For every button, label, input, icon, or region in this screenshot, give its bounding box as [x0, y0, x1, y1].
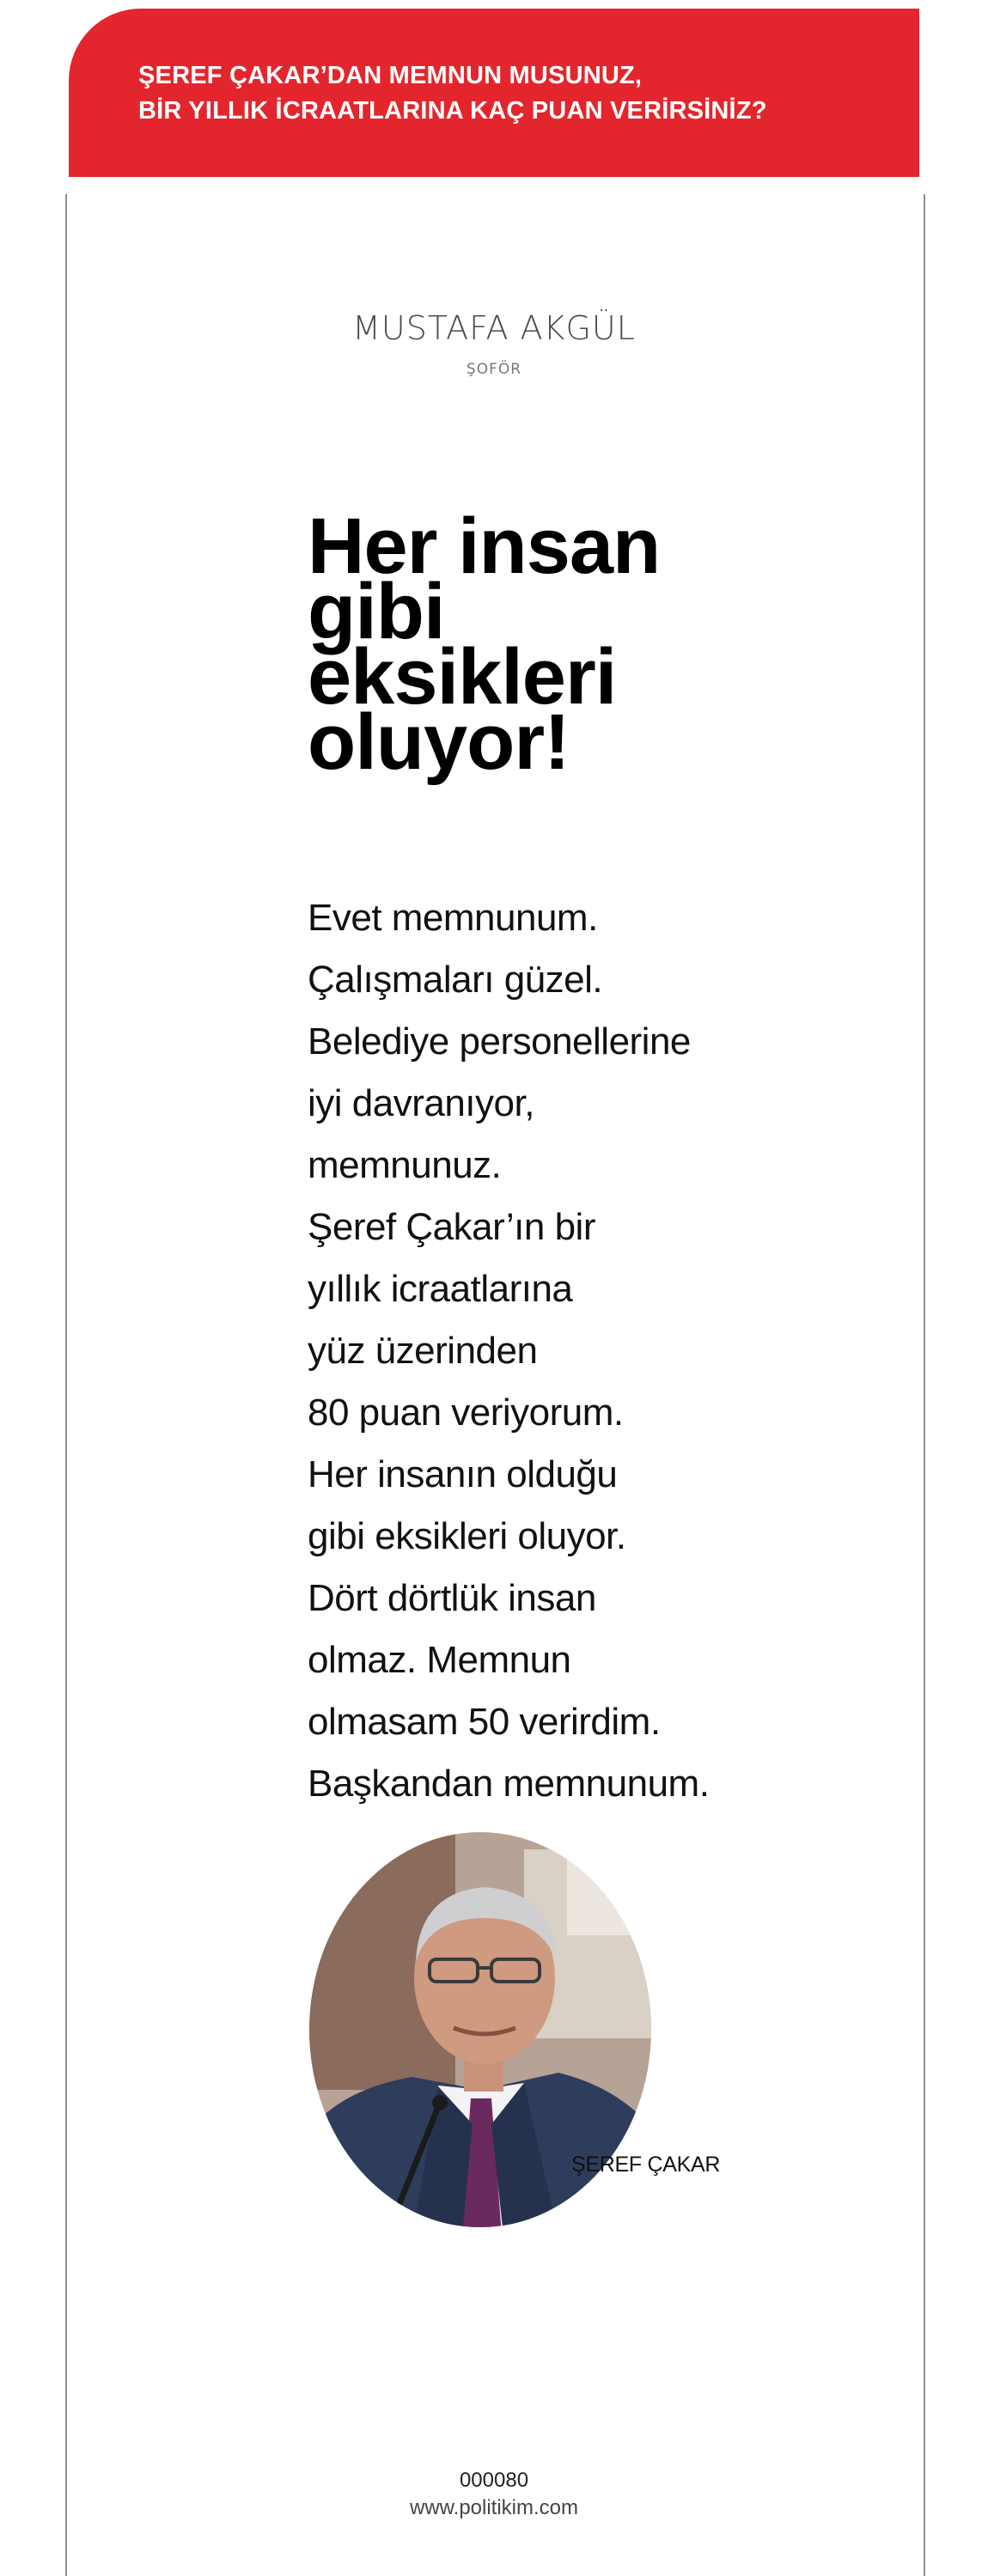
- headline-line: gibi: [308, 568, 445, 655]
- headline: [308, 502, 720, 786]
- body-line: yüz üzerinden: [308, 1330, 538, 1372]
- body-line: yıllık icraatlarına: [308, 1268, 573, 1310]
- respondent-occupation: ŞOFÖR: [466, 361, 522, 378]
- headline-line: oluyor!: [308, 698, 570, 786]
- body-line: Dört dörtlük insan: [308, 1577, 596, 1619]
- respondent-name: MUSTAFA AKGÜL: [352, 309, 636, 347]
- header-banner: [69, 9, 919, 177]
- body-line: Her insanın olduğu: [308, 1453, 618, 1495]
- body-line: Evet memnunum.: [308, 897, 598, 939]
- body-line: 80 puan veriyorum.: [308, 1392, 624, 1434]
- headline-line: Her insan: [308, 502, 661, 590]
- frame-right-border: [924, 194, 925, 2576]
- body-line: Çalışmaları güzel.: [308, 959, 603, 1001]
- body-line: Şeref Çakar’ın bir: [308, 1206, 595, 1248]
- body-line: iyi davranıyor,: [308, 1082, 534, 1124]
- footer-website-link[interactable]: www.politikim.com: [409, 2496, 579, 2519]
- body-line: Başkandan memnunum.: [308, 1763, 710, 1805]
- banner-question-line-2: BİR YILLIK İCRAATLARINA KAÇ PUAN VERİRSİNİZ?: [138, 97, 767, 125]
- banner-question-line-1: ŞEREF ÇAKAR’DAN MEMNUN MUSUNUZ,: [138, 62, 643, 89]
- body-line: olmasam 50 verirdim.: [308, 1701, 661, 1743]
- body-line: memnunuz.: [308, 1144, 502, 1186]
- frame-left-border: [65, 194, 67, 2576]
- body-line: olmaz. Memnun: [308, 1639, 571, 1681]
- body-line: gibi eksikleri oluyor.: [308, 1515, 626, 1557]
- body-line: Belediye personellerine: [308, 1020, 691, 1063]
- footer-code: 000080: [459, 2469, 529, 2492]
- quote-body: [308, 887, 754, 1815]
- headline-line: eksikleri: [308, 633, 617, 721]
- photo-caption: ŞEREF ÇAKAR: [571, 2153, 721, 2177]
